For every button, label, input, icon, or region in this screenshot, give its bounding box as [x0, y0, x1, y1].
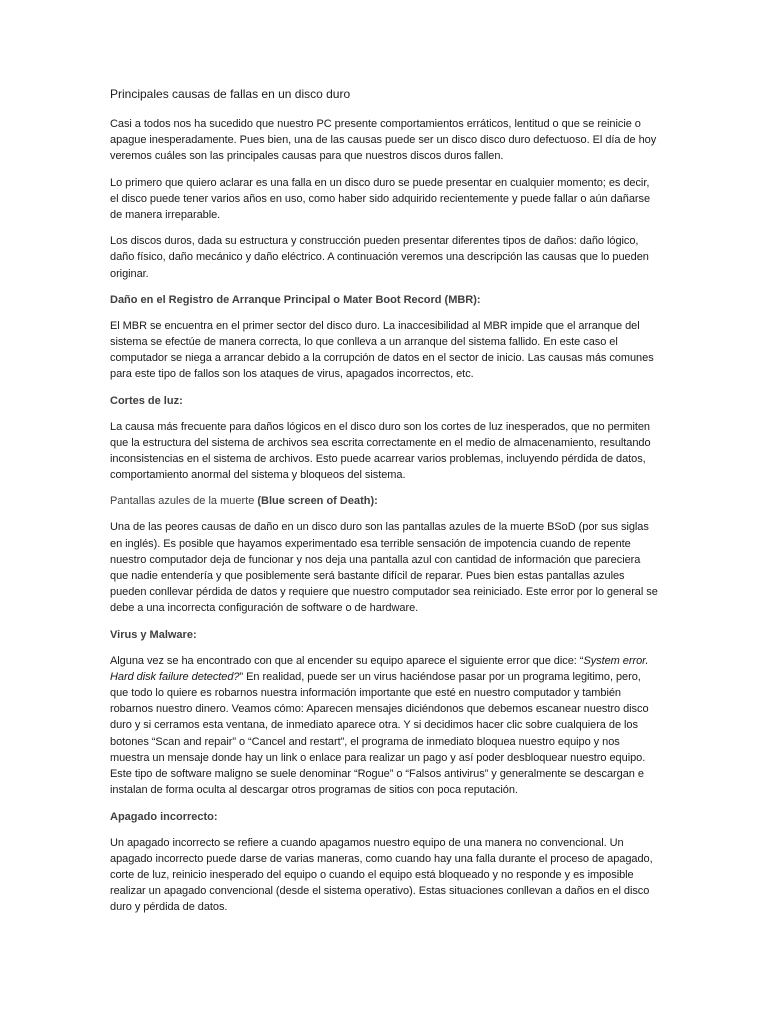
section-heading-bsod-a: Pantallas azules de la muerte: [110, 495, 258, 508]
section-body-cortes: La causa más frecuente para daños lógicos en el disco duro son los cortes de luz inesperados, que no permiten que la estructura del sistema de archivos sea escrita correctamente en el medio de almacenamiento, resultando inconsistencias en el sistema de archivos. Esto puede acarrear varios problemas, incluyendo pérdida de datos, comportamiento anormal del sistema y bloqueos del sistema.: [110, 420, 651, 482]
section-body-virus: [110, 653, 660, 799]
section-body-virus-a: Alguna vez se ha encontrado con que al encender su equipo aparece el siguiente error que dice: “: [110, 654, 584, 667]
section-body-bsod: Una de las peores causas de daño en un disco duro son las pantallas azules de la muerte BSoD (por sus siglas en inglés). Es posible que hayamos experimentado esa terrible sensación de impotencia cuando de repente nuestro computador deja de funcionar y nos deja una pantalla azul con cantidad de información que pareciera que nadie entendería y que posiblemente será bastante difícil de reparar. Pues bien estas pantallas azules pueden conllevar pérdida de datos y requiere que nuestro computador sea reiniciado. Este error por lo general se debe a una incorrecta configuración de software o de hardware.: [110, 521, 658, 615]
section-heading-bsod-b: (Blue screen of Death):: [257, 495, 378, 508]
paragraph-3: Los discos duros, dada su estructura y construcción pueden presentar diferentes tipos de daños: daño lógico, daño físico, daño mecánico y daño eléctrico. A continuación veremos una descripción las causas que lo pueden originar.: [110, 235, 649, 280]
document-title: Principales causas de fallas en un disco duro: [110, 87, 351, 101]
section-body-virus-b: ” En realidad, puede ser un virus haciéndose pasar por un programa legitimo, pero, que todo lo quiere es robarnos nuestra información importante que esté en nuestro computador y también robarnos nuestro dinero. Veamos cómo: Aparecen mensajes diciéndonos que debemos escanear nuestro disco duro y si cerramos esta ventana, de inmediato aparece otra. Y si decidimos hacer clic sobre cualquiera de los botones “Scan and repair” o “Cancel and restart”, el programa de inmediato bloquea nuestro equipo y nos muestra un mensaje donde hay un link o enlace para realizar un pago y así poder desbloquear nuestro equipo. Este tipo de software maligno se suele denominar “Rogue” o “Falsos antivirus” y generalmente se descargan e instalan de forma oculta al descargar otros programas de sitios con poca reputación.: [110, 670, 649, 797]
document-page: [110, 86, 660, 926]
section-body-apagado: Un apagado incorrecto se refiere a cuando apagamos nuestro equipo de una manera no convencional. Un apagado incorrecto puede darse de varias maneras, como cuando hay una falla durante el proceso de apagado, corte de luz, reinicio inesperado del equipo o cuando el equipo está bloqueado y no responde y es imposible realizar un apagado convencional (desde el sistema operativo). Estas situaciones conllevan a daños en el disco duro y pérdida de datos.: [110, 836, 653, 914]
intro-paragraph: Casi a todos nos ha sucedido que nuestro PC presente comportamientos erráticos, lentitud o que se reinicie o apague inesperadamente. Pues bien, una de las causas puede ser un disco disco duro defectuoso. El día de hoy veremos cuáles son las principales causas para que nuestros discos duros fallen.: [110, 118, 657, 163]
section-heading-bsod: [110, 493, 660, 509]
section-heading-mbr: Daño en el Registro de Arranque Principal o Mater Boot Record (MBR):: [110, 293, 481, 306]
paragraph-2: Lo primero que quiero aclarar es una falla en un disco duro se puede presentar en cualquier momento; es decir, el disco puede tener varios años en uso, como haber sido adquirido recientemente y puede fallar o aún dañarse de manera irreparable.: [110, 176, 651, 222]
section-heading-cortes: Cortes de luz:: [110, 394, 183, 407]
section-heading-apagado: Apagado incorrecto:: [110, 810, 218, 823]
section-heading-virus: Virus y Malware:: [110, 628, 197, 641]
section-body-mbr: El MBR se encuentra en el primer sector del disco duro. La inaccesibilidad al MBR impide que el arranque del sistema se efectúe de manera correcta, lo que conlleva a un arranque del sistema fallido. En este caso el computador se niega a arrancar debido a la corrupción de datos en el sector de inicio. Las causas más comunes para este tipo de fallos son los ataques de virus, apagados incorrectos, etc.: [110, 319, 654, 381]
section-body-virus-em: System error. Hard disk failure detected?: [110, 654, 649, 683]
